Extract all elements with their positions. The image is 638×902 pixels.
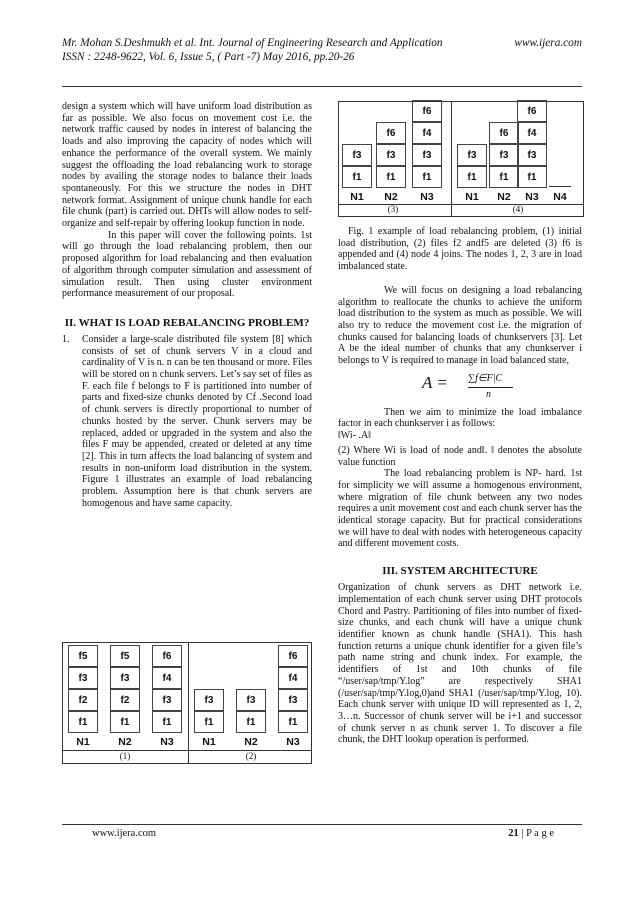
paragraph: design a system which will have uniform load distribution as far as possible. We also focus on movement cost i.e. the network traffic caused by nodes in interest of balancing the loads and also improving the capacity of nodes which will enhance the performance of the overall system. We mainly suggest the offloading the load rebalancing work to storage nodes by availing the storage nodes to balance their loads spontaneously. For this we structure the nodes in DHT network format. Assignment of unique chunk handle for each file chunk (part) is carried out. DHTs will allow nodes to self-organize and self-repair by offering lookup function in node.: [62, 101, 312, 230]
panel-caption: (1): [119, 751, 131, 761]
node-label: N1: [76, 736, 90, 748]
chunk-box: f1: [342, 166, 372, 188]
list-item: [62, 334, 312, 510]
node-label: N3: [525, 191, 539, 203]
chunk-box: f4: [278, 667, 308, 689]
paragraph: Organization of chunk servers as DHT network i.e. implementation of each chunk server using DHT protocols Chord and Pastry. Partitioning of files into number of fixed-size chunks, and each chunk will have a unique chunk identifier known as chunk handle (SHA1). This hash function returns a unique chunk identifier for a given file’s path name string and chunk index. For example, the identifiers of 1st and 10th chunks of file “/user/sap/tmp/Y.log” are respectively SHA1 (/user/sap/tmp/Y.log,0)and SHA1 (/user/sap/tmp/Y.log, 10). Each chunk server with unique ID will represented as 1, 2, 3…n. Successor of chunk server will be i+1 and successor of chunk server n as chunk server 1. To discover a file chunk, the DHT lookup operation is performed.: [338, 582, 582, 746]
chunk-box: f3: [376, 144, 406, 166]
formula-A: [338, 373, 582, 407]
chunk-box: f3: [236, 689, 266, 711]
panel-caption: (3): [387, 204, 399, 214]
left-column: [62, 101, 312, 510]
panel-caption: (2): [245, 751, 257, 761]
chunk-box: f3: [110, 667, 140, 689]
chunk-box: f1: [68, 711, 98, 733]
chunk-box: f1: [517, 166, 547, 188]
list-number: 1.: [62, 333, 70, 345]
chunk-box: f3: [152, 689, 182, 711]
formula-lhs: A =: [422, 372, 448, 392]
paragraph: Then we aim to minimize the load imbalance factor in each chunkserver i as follows:: [338, 406, 582, 430]
chunk-box: f6: [412, 100, 442, 122]
chunk-box: f2: [110, 689, 140, 711]
chunk-box: f1: [489, 166, 519, 188]
panel-divider: [451, 102, 452, 216]
paragraph: In this paper will cover the following points. 1st will go through the load rebalancing problem, then our proposed algorithm for load rebalancing and then evaluation of algorithm through computer simulation and assessment of simulation result. Then using cluster environment performance measurement of our proposal.: [62, 229, 312, 300]
node-label: N3: [160, 736, 174, 748]
chunk-box: f1: [110, 711, 140, 733]
chunk-box: f3: [342, 144, 372, 166]
node-label: N2: [118, 736, 132, 748]
node-label: N3: [286, 736, 300, 748]
header-rule: [62, 86, 582, 87]
chunk-box: f3: [278, 689, 308, 711]
formula-bar: [468, 387, 513, 388]
chunk-box: f3: [489, 144, 519, 166]
caption-rule: [63, 750, 311, 751]
chunk-box: f3: [412, 144, 442, 166]
node-label: N2: [497, 191, 511, 203]
chunk-box: f1: [457, 166, 487, 188]
caption-rule: [339, 204, 583, 205]
page-footer: [92, 828, 554, 839]
expression: ‖Wi- .A‖: [338, 430, 371, 442]
paragraph: We will focus on designing a load rebalancing algorithm to reallocate the chunks to achieve the uniform load distribution to the system as much as possible. We will also try to reduce the movement cost i.e. the migration of chunks caused for balancing loads of chunkservers [3]. Let A be the ideal number of chunks that any chunkserver i belongs to V is required to manage in load balanced state,: [338, 284, 582, 367]
figure-1-panels-3-4: [338, 101, 584, 217]
chunk-box: f2: [68, 689, 98, 711]
chunk-box: f4: [412, 122, 442, 144]
journal-header: [62, 36, 582, 64]
chunk-box: f3: [517, 144, 547, 166]
chunk-box: f3: [194, 689, 224, 711]
chunk-box: f1: [194, 711, 224, 733]
node-label: N3: [420, 191, 434, 203]
journal-citation: Mr. Mohan S.Deshmukh et al. Int. Journal of Engineering Research and Application: [62, 37, 443, 49]
node-label: N2: [244, 736, 258, 748]
panel-divider: [188, 643, 189, 763]
right-column: [338, 226, 582, 746]
node-label: N1: [202, 736, 216, 748]
chunk-box: f6: [489, 122, 519, 144]
paragraph: (2) Where Wi is load of node and‖. ‖ denotes the absolute value function: [338, 444, 582, 468]
chunk-box: f1: [412, 166, 442, 188]
empty-node-marker: [549, 186, 571, 187]
formula-numerator: ∑f∈F|C: [468, 372, 503, 384]
section-heading: III. SYSTEM ARCHITECTURE: [382, 565, 538, 578]
paragraph: The load rebalancing problem is NP- hard. 1st for simplicity we will assume a homogenous environment, where migration of file chunk between any two nodes requires a unit movement cost and each chunk server has the identical storage capacity. But for practical considerations we will have to deal with nodes with heterogeneous capacity and different movement costs.: [338, 468, 582, 550]
chunk-box: f6: [517, 100, 547, 122]
chunk-box: f6: [376, 122, 406, 144]
chunk-box: f5: [110, 645, 140, 667]
chunk-box: f3: [68, 667, 98, 689]
node-label: N2: [384, 191, 398, 203]
footer-rule: [62, 824, 582, 825]
figure-1-panels-1-2: [62, 642, 312, 764]
panel-caption: (4): [512, 204, 524, 214]
node-label: N1: [350, 191, 364, 203]
journal-issn: ISSN : 2248-9622, Vol. 6, Issue 5, ( Part -7) May 2016, pp.20-26: [62, 51, 355, 63]
node-label: N4: [553, 191, 567, 203]
chunk-box: f6: [152, 645, 182, 667]
node-label: N1: [465, 191, 479, 203]
chunk-box: f1: [236, 711, 266, 733]
formula-denominator: n: [486, 388, 491, 400]
footer-website[interactable]: www.ijera.com: [92, 828, 157, 839]
figure-caption: Fig. 1 example of load rebalancing problem, (1) initial load distribution, (2) files f2 andf5 are deleted (3) f6 is appended and (4) node 4 joins. The nodes 1, 2, 3 are in load imbalanced state.: [338, 226, 582, 273]
section-heading: II. WHAT IS LOAD REBALANCING PROBLEM?: [64, 316, 310, 329]
list-text: Consider a large-scale distributed file system [8] which consists of set of chunk servers V in a cloud and cardinality of V is n. n can be ten thousand or more. Files will be stored on n chunk servers. Let’s say set of files as F. each file f belongs to F is partitioned into number of parts and fixed-size chunks denoted by Cf .Second load of chunk servers is directly proportional to number of chunks hosted by the server. Chunk servers may be replaced, added or upgraded in the system and also the files F may be appended, created or deleted at any time [2]. This in turn affects the load balancing of system and results in non-uniform load distribution in the system. Figure 1 illustrates an example of load rebalancing problem. Assumption here is that chunk servers are homogenous and have same capacity.: [82, 333, 312, 509]
chunk-box: f4: [517, 122, 547, 144]
chunk-box: f6: [278, 645, 308, 667]
chunk-box: f1: [152, 711, 182, 733]
chunk-box: f1: [278, 711, 308, 733]
chunk-box: f4: [152, 667, 182, 689]
chunk-box: f1: [376, 166, 406, 188]
page-number: 21 | P a g e: [508, 828, 554, 839]
chunk-box: f3: [457, 144, 487, 166]
chunk-box: f5: [68, 645, 98, 667]
journal-website[interactable]: www.ijera.com: [514, 37, 582, 49]
